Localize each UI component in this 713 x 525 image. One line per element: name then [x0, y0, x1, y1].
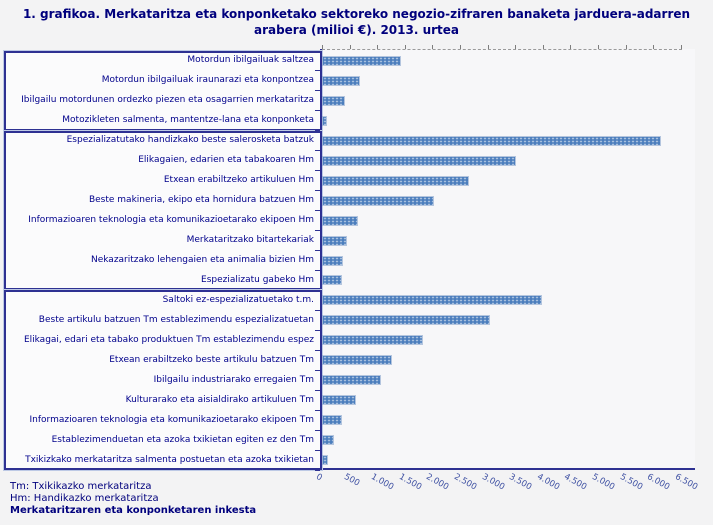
y-axis-tick — [315, 250, 320, 251]
y-axis-tick — [315, 270, 320, 271]
y-axis-tick — [315, 390, 320, 391]
bar — [323, 416, 341, 424]
x-tick-label: 2.500 — [452, 472, 479, 493]
category-label: Espezializatu gabeko Hm — [201, 274, 314, 285]
category-label: Beste artikulu batzuen Tm establezimendu espezializatuetan — [38, 314, 314, 325]
x-axis-tick — [488, 45, 489, 49]
y-axis-tick — [315, 150, 320, 151]
x-axis-tick — [543, 45, 544, 49]
footnote-tm: Tm: Txikikazko merkataritza — [10, 481, 152, 492]
y-axis-tick — [315, 190, 320, 191]
x-axis-tick — [681, 45, 682, 49]
bar — [323, 276, 341, 284]
x-axis-tick — [322, 45, 323, 49]
category-label: Etxean erabiltzeko artikuluen Hm — [163, 175, 314, 186]
category-label: Saltoki ez-espezializatuetako t.m. — [162, 294, 314, 305]
bar — [323, 117, 326, 125]
x-axis-tick — [598, 45, 599, 49]
bar — [323, 177, 468, 185]
x-tick-label: 5.500 — [617, 472, 644, 493]
category-label: Elikagaien, edarien eta tabakoaren Hm — [138, 155, 314, 166]
x-axis-tick — [570, 45, 571, 49]
category-label: Beste makineria, ekipo eta hornidura batzuen Hm — [88, 195, 314, 206]
bar — [323, 77, 359, 85]
category-label: Ibilgailu motordunen ordezko piezen eta osagarrien merkataritza — [21, 95, 314, 106]
category-label: Etxean erabiltzeko beste artikulu batzuen Tm — [109, 354, 314, 365]
x-axis-top-line — [322, 49, 682, 50]
category-label: Informazioaren teknologia eta komunikazioetarako ekipoen Tm — [29, 414, 314, 425]
category-label: Txikizkako merkataritza salmenta postuetan eta azoka txikietan — [25, 454, 314, 465]
bar — [323, 237, 346, 245]
x-tick-label: 0 — [314, 472, 324, 484]
x-axis-tick — [432, 45, 433, 49]
bar — [323, 376, 380, 384]
y-axis-tick — [315, 230, 320, 231]
category-label: Merkataritzako bitartekariak — [186, 235, 314, 246]
x-axis-tick — [350, 45, 351, 49]
bar — [323, 257, 342, 265]
bar — [323, 137, 660, 145]
x-tick-label: 4.500 — [562, 472, 589, 493]
y-axis-tick — [315, 90, 320, 91]
category-label: Informazioaren teknologia eta komunikazioetarako ekipoen Hm — [28, 215, 314, 226]
bar — [323, 296, 541, 304]
y-axis-tick — [315, 410, 320, 411]
bar — [323, 356, 391, 364]
category-label: Kulturarako eta aisialdirako artikuluen Tm — [125, 394, 314, 405]
category-label: Elikagai, edari eta tabako produktuen Tm establezimendu espez — [23, 334, 314, 345]
y-axis-tick — [315, 210, 320, 211]
x-tick-label: 500 — [341, 472, 361, 489]
x-axis-tick — [405, 45, 406, 49]
y-axis-tick — [315, 110, 320, 111]
x-tick-label: 5.000 — [590, 472, 617, 493]
y-axis-tick — [315, 290, 320, 291]
chart-title: 1. grafikoa. Merkataritza eta konponketako sektoreko negozio-zifraren banaketa jarduera-adarren arabera (milioi €). 2013. urtea — [22, 7, 691, 37]
category-label: Nekazaritzako lehengaien eta animalia bizien Hm — [90, 255, 314, 265]
bar — [323, 57, 400, 65]
x-axis-tick — [460, 45, 461, 49]
y-axis-tick — [315, 370, 320, 371]
x-tick-label: 6.000 — [645, 472, 672, 493]
y-axis-tick — [315, 130, 320, 131]
bar — [323, 316, 489, 324]
chart-footnotes — [10, 481, 256, 517]
category-label: Motordun ibilgailuak saltzea — [187, 55, 314, 66]
x-tick-label: 1.500 — [396, 472, 424, 493]
footnote-hm: Hm: Handikazko merkataritza — [10, 493, 159, 504]
y-axis-tick — [315, 310, 320, 311]
x-axis-tick — [515, 45, 516, 49]
x-axis-tick — [377, 45, 378, 49]
category-label: Establezimenduetan eta azoka txikietan egiten ez den Tm — [51, 434, 314, 445]
x-tick-label: 3.000 — [479, 472, 506, 493]
x-axis-tick — [626, 45, 627, 49]
bar — [323, 197, 433, 205]
y-axis-tick — [315, 330, 320, 331]
category-label: Motozikleten salmenta, mantentze-lana eta konponketa — [62, 115, 314, 126]
x-tick-label: 6.500 — [672, 472, 700, 493]
y-axis-tick — [315, 350, 320, 351]
bar — [323, 396, 355, 404]
bar — [323, 456, 327, 464]
y-axis-tick — [315, 470, 320, 471]
x-tick-label: 1.000 — [369, 472, 396, 493]
category-label: Motordun ibilgailuak iraunarazi eta konpontzea — [101, 75, 314, 86]
y-axis-tick — [315, 430, 320, 431]
bar — [323, 436, 333, 444]
y-axis-tick — [315, 51, 320, 52]
y-axis-tick — [315, 70, 320, 71]
source-note: Merkataritzaren eta konponketaren inkesta — [10, 505, 257, 516]
y-axis-tick — [315, 450, 320, 451]
bar — [323, 336, 422, 344]
y-axis-tick — [315, 170, 320, 171]
x-tick-label: 4.000 — [534, 472, 562, 493]
plot-area — [322, 49, 695, 470]
bar — [323, 217, 357, 225]
bar — [323, 157, 515, 165]
category-label: Espezializatutako handizkako beste salerosketa batzuk — [66, 135, 314, 146]
x-tick-label: 3.500 — [507, 472, 534, 493]
bar — [323, 97, 344, 105]
x-axis-tick — [653, 45, 654, 49]
x-tick-label: 2.000 — [424, 472, 451, 493]
category-label: Ibilgailu industriarako erregaien Tm — [153, 374, 314, 385]
